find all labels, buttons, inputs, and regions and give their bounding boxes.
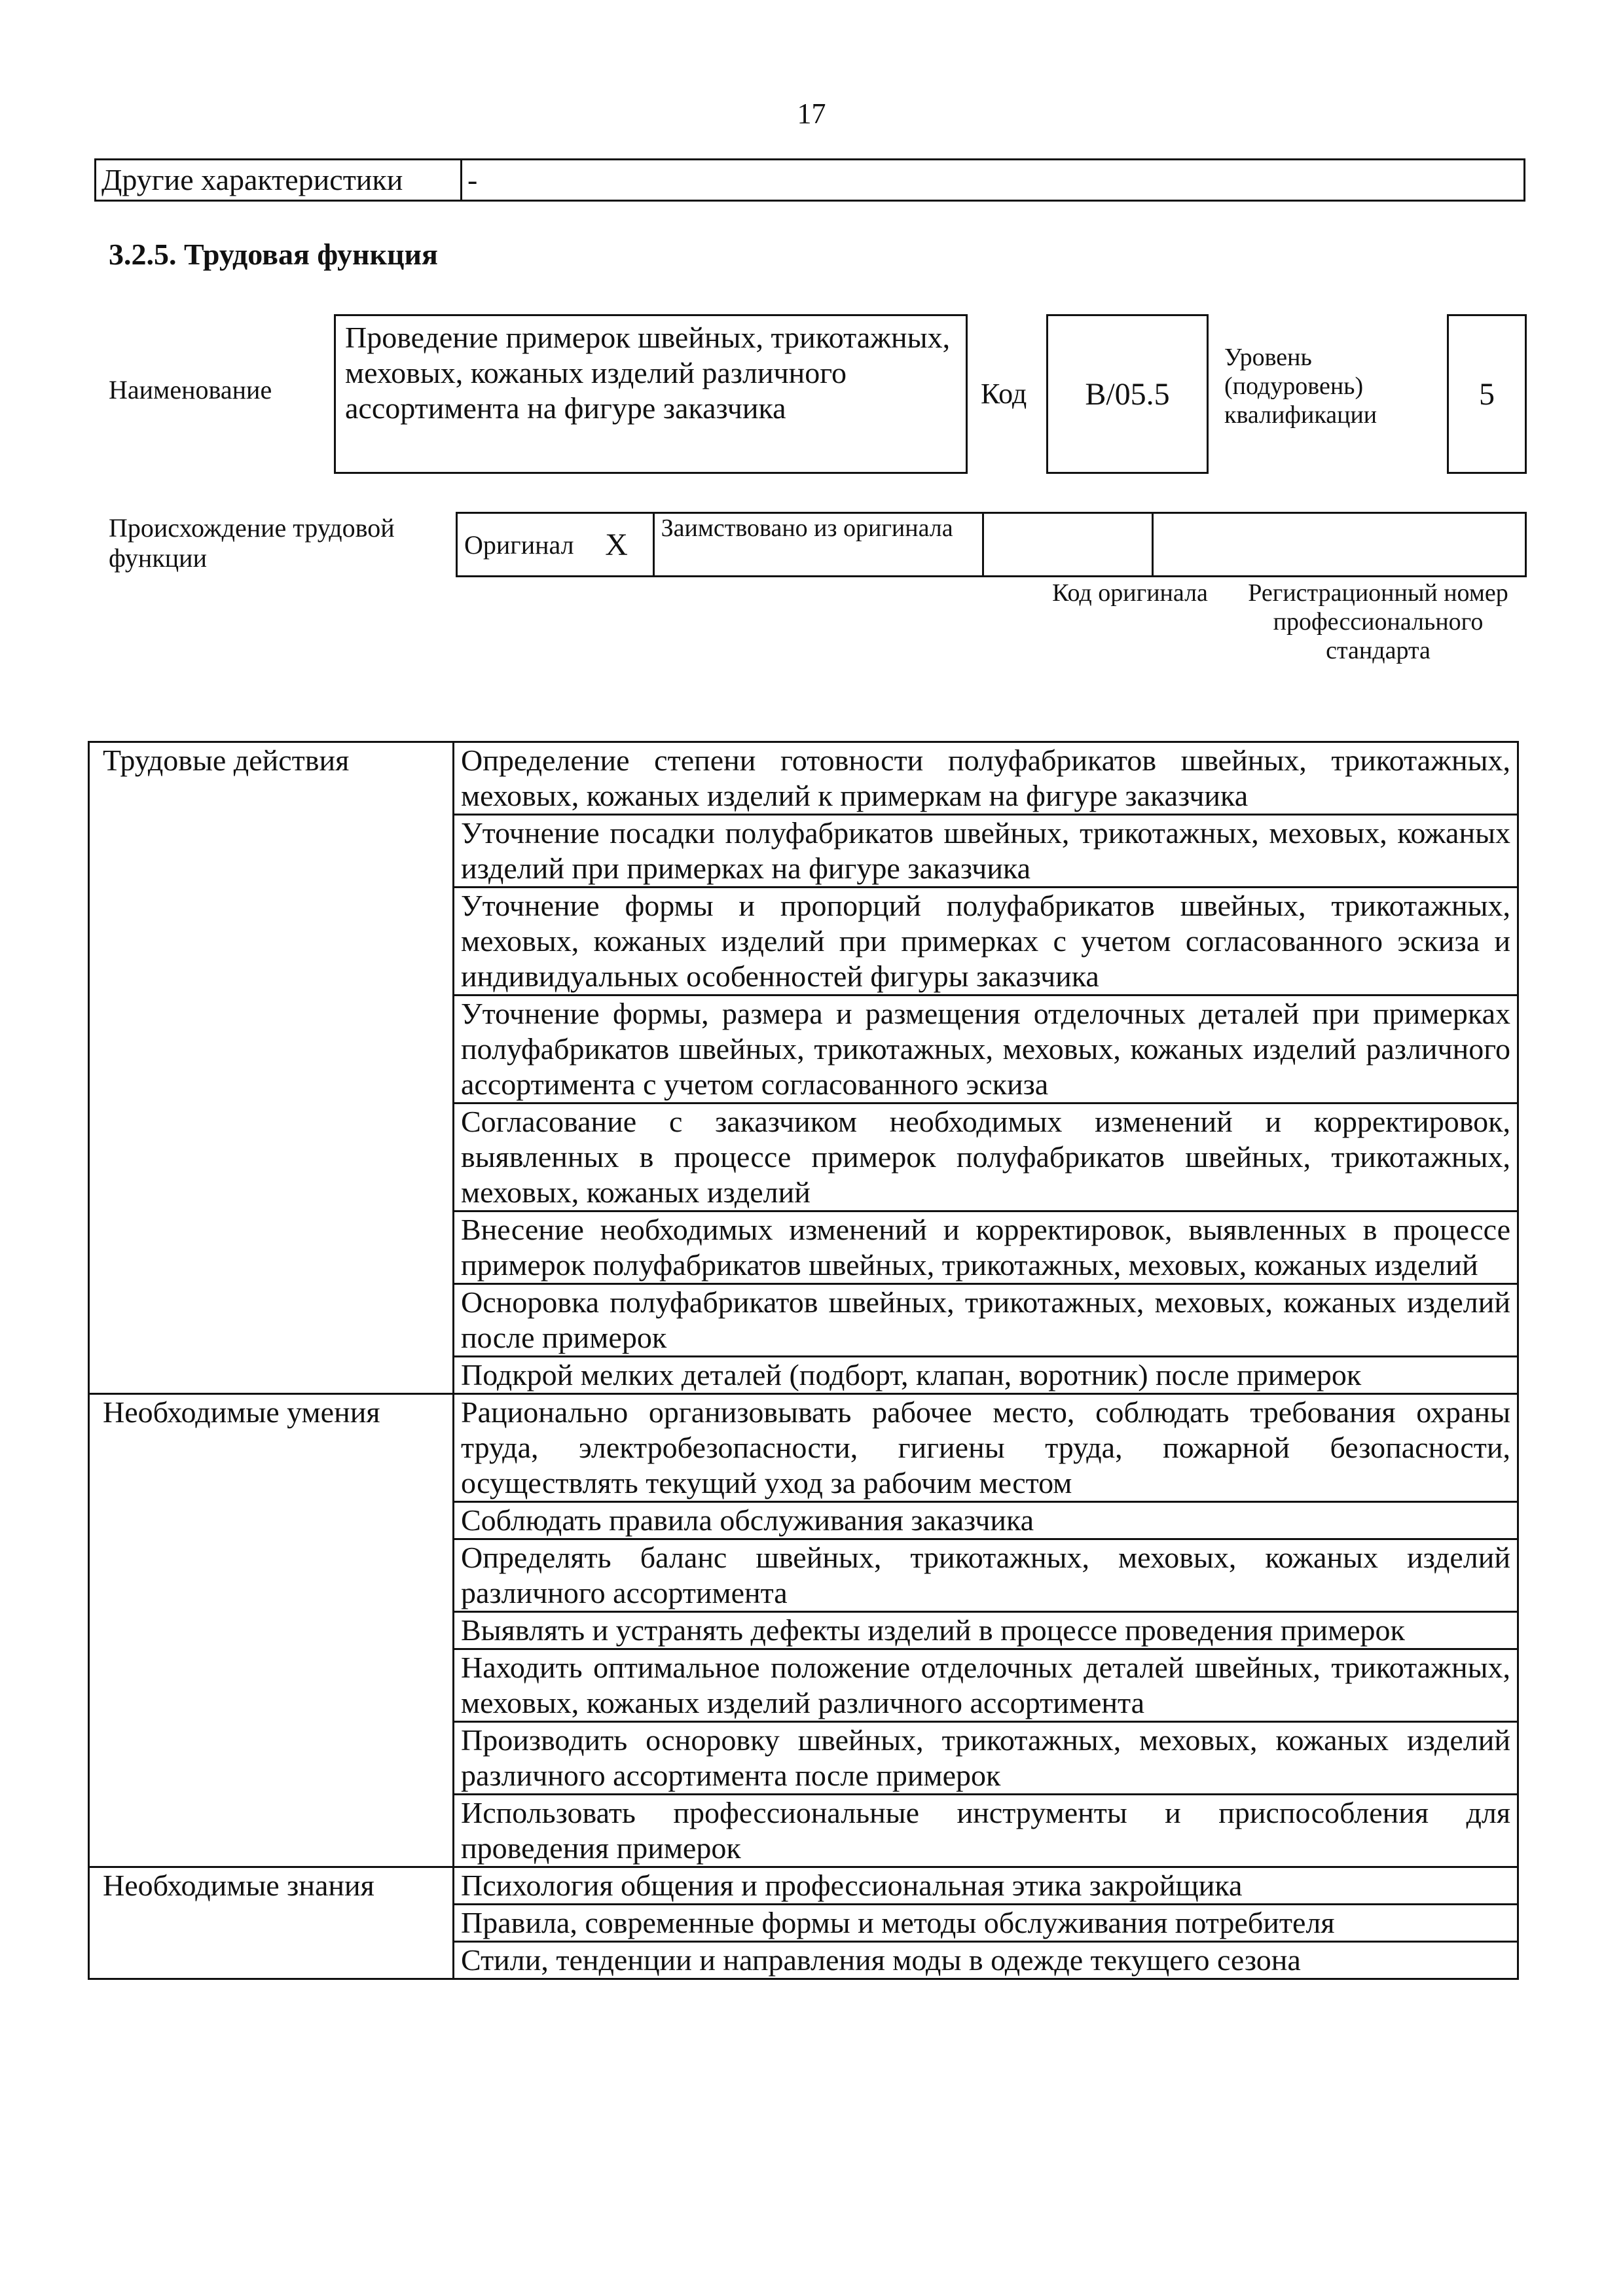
- original-label: Оригинал: [457, 513, 581, 577]
- table-cell: Уточнение посадки полуфабрикатов швейных, трикотажных, меховых, кожаных изделий при примерках на фигуре заказчика: [454, 815, 1518, 888]
- table-cell: Определение степени готовности полуфабрикатов швейных, трикотажных, меховых, кожаных изделий к примеркам на фигуре заказчика: [454, 742, 1518, 815]
- code-original-label: Код оригинала: [1052, 579, 1208, 607]
- origin-table: [456, 512, 1527, 577]
- code-original-cell: [983, 513, 1152, 577]
- other-characteristics-table: [94, 158, 1525, 202]
- table-cell: Правила, современные формы и методы обслуживания потребителя: [454, 1905, 1518, 1942]
- borrowed-label: Заимствовано из оригинала: [653, 513, 983, 577]
- table-cell: Соблюдать правила обслуживания заказчика: [454, 1502, 1518, 1539]
- origin-label: Происхождение трудовой функции: [109, 513, 395, 573]
- code-label: Код: [981, 378, 1027, 410]
- table-cell: Внесение необходимых изменений и корректировок, выявленных в процессе примерок полуфабрикатов швейных, трикотажных, меховых, кожаных изделий: [454, 1211, 1518, 1284]
- labor-function-table: [88, 741, 1519, 1980]
- table-cell: Использовать профессиональные инструменты и приспособления для проведения примерок: [454, 1795, 1518, 1867]
- table-cell: Производить осноровку швейных, трикотажных, меховых, кожаных изделий различного ассортимента после примерок: [454, 1722, 1518, 1795]
- group-title: Необходимые умения: [89, 1394, 454, 1867]
- table-cell: Рационально организовывать рабочее место, соблюдать требования охраны труда, электробезопасности, гигиены труда, пожарной безопасности, осуществлять текущий уход за рабочим местом: [454, 1394, 1518, 1502]
- table-cell: Психология общения и профессиональная этика закройщика: [454, 1867, 1518, 1905]
- other-characteristics-value: -: [462, 160, 1525, 201]
- function-code: B/05.5: [1046, 314, 1209, 474]
- table-cell: Уточнение формы и пропорций полуфабрикатов швейных, трикотажных, меховых, кожаных изделий при примерках с учетом согласованного эскиза и индивидуальных особенностей фигуры заказчика: [454, 888, 1518, 996]
- name-label: Наименование: [109, 375, 272, 404]
- reg-number-label: Регистрационный номер профессионального стандарта: [1248, 579, 1508, 664]
- original-mark: X: [581, 513, 654, 577]
- qualification-level: 5: [1447, 314, 1527, 474]
- reg-number-cell: [1152, 513, 1525, 577]
- table-cell: Выявлять и устранять дефекты изделий в процессе проведения примерок: [454, 1612, 1518, 1649]
- table-row: [89, 742, 1518, 815]
- table-cell: Подкрой мелких деталей (подборт, клапан, воротник) после примерок: [454, 1357, 1518, 1394]
- table-cell: Уточнение формы, размера и размещения отделочных деталей при примерках полуфабрикатов швейных, трикотажных, меховых, кожаных изделий различного ассортимента с учетом согласованного эскиза: [454, 996, 1518, 1103]
- table-cell: Согласование с заказчиком необходимых изменений и корректировок, выявленных в процессе примерок полуфабрикатов швейных, трикотажных, меховых, кожаных изделий: [454, 1103, 1518, 1211]
- level-label: Уровень (подуровень) квалификации: [1224, 344, 1377, 429]
- group-title: Необходимые знания: [89, 1867, 454, 1979]
- table-row: [89, 1867, 1518, 1905]
- table-cell: Находить оптимальное положение отделочных деталей швейных, трикотажных, меховых, кожаных изделий различного ассортимента: [454, 1649, 1518, 1722]
- table-cell: Определять баланс швейных, трикотажных, меховых, кожаных изделий различного ассортимента: [454, 1539, 1518, 1612]
- other-characteristics-label: Другие характеристики: [96, 160, 462, 201]
- table-cell: Оснoровка полуфабрикатов швейных, трикотажных, меховых, кожаных изделий после примерок: [454, 1284, 1518, 1357]
- page-number: 17: [797, 98, 826, 130]
- group-title: Трудовые действия: [89, 742, 454, 1394]
- table-row: [89, 1394, 1518, 1502]
- table-cell: Стили, тенденции и направления моды в одежде текущего сезона: [454, 1942, 1518, 1979]
- section-title: 3.2.5. Трудовая функция: [109, 238, 438, 271]
- function-name: Проведение примерок швейных, трикотажных, меховых, кожаных изделий различного ассортимента на фигуре заказчика: [334, 314, 968, 474]
